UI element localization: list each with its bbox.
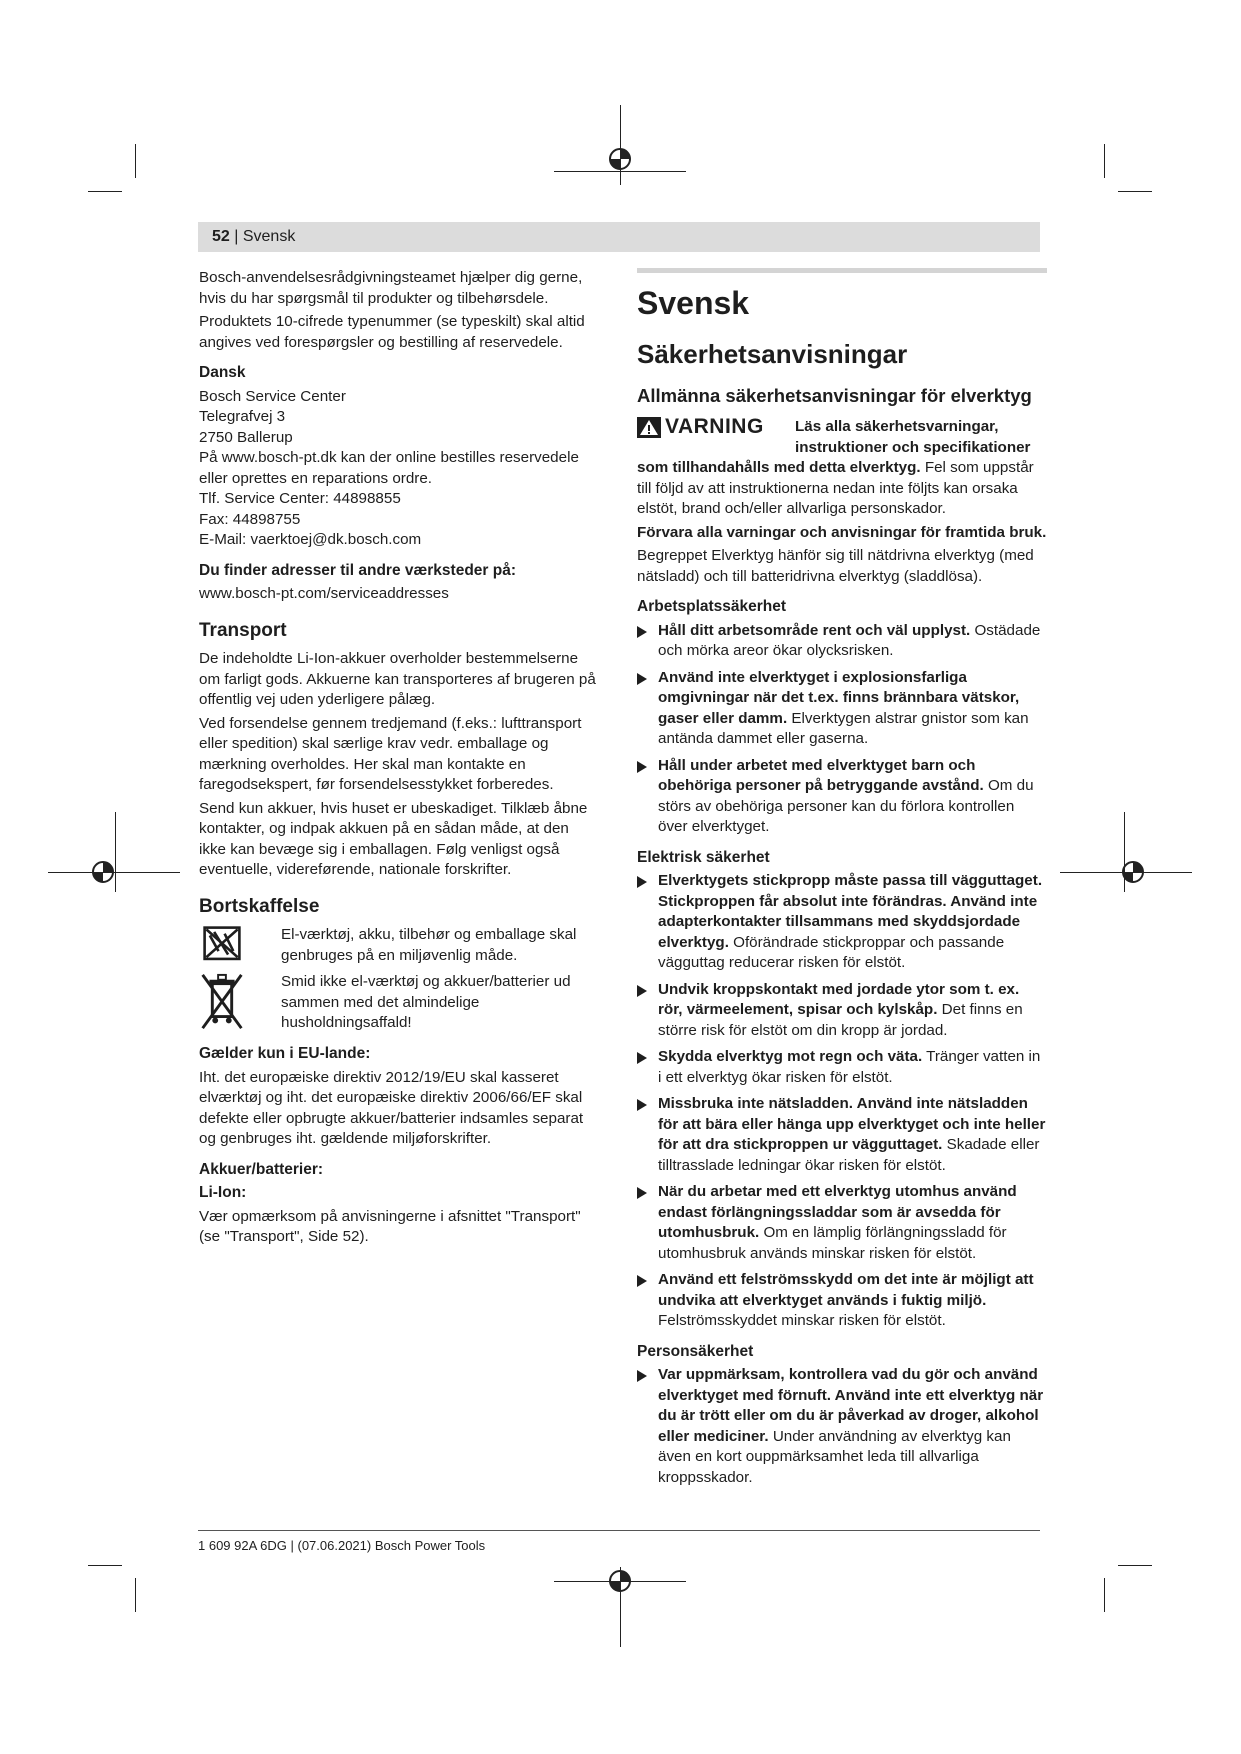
item-bold: Använd inte elverktyget i explosionsfarliga omgivningar när det t.ex. finns brännbara vätskor, gaser eller damm. xyxy=(658,668,1020,727)
disposal-text: El-værktøj, akku, tilbehør og emballage skal genbruges på en miljøvenlig måde. xyxy=(281,926,577,964)
batteries-heading: Akkuer/batterier: xyxy=(199,1160,324,1178)
list-item xyxy=(637,980,1047,1042)
addresses-url: www.bosch-pt.com/serviceaddresses xyxy=(199,585,449,602)
item-bold: Håll under arbetet med elverktyget barn och obehöriga personer på betryggande avstånd. xyxy=(658,756,984,794)
item-text: Skadade eller tilltrasslade ledningar ökar risken för elstöt. xyxy=(658,1136,1040,1174)
address-line: På www.bosch-pt.dk kan der online bestilles reservedele eller oprettes en reparations ordre. xyxy=(199,449,579,487)
registration-target-icon xyxy=(608,147,632,171)
transport-paragraph: Send kun akkuer, hvis huset er ubeskadiget. Tilklæb åbne kontakter, og indpak akkuen på en sådan måde, at den ikke kan bevæge sig i emballagen. Følg venligst også eventuelle, videreførende, nationale forskrifter. xyxy=(199,799,588,878)
page-number-label xyxy=(212,228,295,246)
item-text: Oförändrade stickproppar och passande vägguttag reducerar risken för elstöt. xyxy=(658,933,1005,971)
item-bold: Missbruka inte nätsladden. Använd inte nätsladden för att bära eller hänga upp elverktyget och inte heller för att dra stickproppen ur vägguttaget. xyxy=(658,1095,1046,1153)
fax-line: Fax: 44898755 xyxy=(199,510,301,528)
phone-line: Tlf. Service Center: 44898855 xyxy=(199,490,401,507)
warning-bold-text: som tillhandahålls med detta elverktyg. xyxy=(637,459,921,476)
transport-heading: Transport xyxy=(199,619,287,641)
disposal-item xyxy=(199,972,599,1034)
addresses-heading: Du finder adresser til andre værksteder på: xyxy=(199,561,517,579)
item-text: Felströmsskyddet minskar risken för elstöt. xyxy=(658,1312,946,1329)
disposal-item xyxy=(199,925,599,966)
page-number: 52 xyxy=(212,228,230,245)
list-item xyxy=(637,621,1047,662)
subsection-title: Allmänna säkerhetsanvisningar för elverktyg xyxy=(637,385,1032,406)
list-item xyxy=(637,756,1047,838)
item-text: Under användning av elverktyg kan även en kort ouppmärksamhet leda till allvarliga kroppsskador. xyxy=(658,1427,1011,1486)
footer-text: 1 609 92A 6DG | (07.06.2021) Bosch Power Tools xyxy=(198,1538,486,1553)
term-paragraph: Begreppet Elverktyg hänför sig till nätdrivna elverktyg (med nätsladd) och till batteridrivna elverktyg (sladdlösa). xyxy=(637,547,1034,585)
item-text: Elverktygen alstrar gnistor som kan antända dammet eller gaserna. xyxy=(658,709,1029,747)
disposal-text: Smid ikke el-værktøj og akkuer/batterier ud sammen med det almindelige husholdningsaffald! xyxy=(281,973,571,1031)
warning-block xyxy=(637,417,1047,458)
item-text: Tränger vatten in i ett elverktyg ökar risken för elstöt. xyxy=(658,1048,1041,1086)
section-rule xyxy=(637,268,1047,273)
warning-label xyxy=(637,417,793,438)
section-title: Säkerhetsanvisningar xyxy=(637,339,908,369)
work-safety-list xyxy=(637,621,1047,838)
disposal-heading: Bortskaffelse xyxy=(199,895,320,917)
email-line: E-Mail: vaerktoej@dk.bosch.com xyxy=(199,531,422,548)
warning-word: VARNING xyxy=(665,415,764,439)
warning-paragraph xyxy=(637,458,1047,520)
intro-paragraph: Bosch-anvendelsesrådgivningsteamet hjælper dig gerne, hvis du har spørgsmål til produkter og tilbehørsdele. xyxy=(199,269,583,307)
item-bold: Håll ditt arbetsområde rent och väl upplyst. xyxy=(658,621,971,639)
item-text: Om en lämplig förlängningssladd för utomhusbruk används minskar risken för elstöt. xyxy=(658,1224,1007,1262)
work-safety-heading: Arbetsplatssäkerhet xyxy=(637,598,787,615)
address-line: Telegrafvej 3 xyxy=(199,408,286,425)
page-header xyxy=(198,222,1040,252)
footer-rule xyxy=(198,1530,1040,1531)
liion-paragraph: Vær opmærksom på anvisningerne i afsnittet "Transport" (se "Transport", Side 52). xyxy=(199,1207,581,1245)
crossed-bin-icon xyxy=(199,972,245,1034)
electric-safety-list xyxy=(637,871,1047,1332)
transport-paragraph: Ved forsendelse gennem tredjemand (f.eks.: lufttransport eller spedition) skal særlige krav vedr. emballage og mærkning overholdes. Her skal man kontakte en faregodsekspert, før forsendelsesstykket forberedes. xyxy=(199,714,582,793)
item-bold: Elverktygets stickpropp måste passa till vägguttaget. Stickproppen får absolut inte förändras. Använd inte adapterkontakter tillsammans med skyddsjordade elverktyg. xyxy=(658,872,1043,951)
registration-target-icon xyxy=(608,1569,632,1593)
eu-heading: Gælder kun i EU-lande: xyxy=(199,1045,371,1062)
warning-icon xyxy=(637,417,661,438)
personal-safety-heading: Personsäkerhet xyxy=(637,1342,754,1360)
right-column xyxy=(637,268,1047,1494)
header-section-label: Svensk xyxy=(242,228,296,245)
item-bold: Skydda elverktyg mot regn och väta. xyxy=(658,1048,923,1065)
list-item xyxy=(637,1270,1047,1332)
electric-safety-heading: Elektrisk säkerhet xyxy=(637,848,770,866)
item-text: Ostädade och mörka areor ökar olycksrisken. xyxy=(658,621,1041,659)
transport-paragraph: De indeholdte Li-Ion-akkuer overholder bestemmelserne om farligt gods. Akkuerne kan transporteres af brugeren på offentlig vej uden yderligere pålæg. xyxy=(199,650,596,708)
list-item xyxy=(637,1182,1047,1264)
item-bold: Använd ett felströmsskydd om det inte är möjligt att undvika att elverktyget används i fuktig miljö. xyxy=(658,1271,1034,1309)
personal-safety-list xyxy=(637,1365,1047,1488)
dansk-heading: Dansk xyxy=(199,364,246,381)
recycle-packaging-icon xyxy=(199,925,245,965)
header-separator: | xyxy=(229,228,243,245)
list-item xyxy=(637,871,1047,974)
item-bold: Undvik kroppskontakt med jordade ytor som t. ex. rör, värmeelement, spisar och kylskåp. xyxy=(658,980,1020,1018)
warning-bold-text: Läs alla säkerhetsvarningar, instruktioner och specifikationer xyxy=(795,418,1031,456)
item-text: Om du störs av obehöriga personer kan du förlora kontrollen över elverktyget. xyxy=(658,777,1034,835)
registration-target-icon xyxy=(91,860,115,884)
left-column xyxy=(199,268,599,1251)
item-bold: Var uppmärksam, kontrollera vad du gör och använd elverktyget med förnuft. Använd inte ett elverktyg när du är trött eller om du är påverkad av droger, alkohol eller mediciner. xyxy=(658,1366,1044,1445)
keep-instructions xyxy=(637,523,1047,544)
address-line: Bosch Service Center xyxy=(199,387,346,405)
warning-text: Fel som uppstår till följd av att instruktionerna nedan inte följts kan orsaka elstöt, brand och/eller allvarliga personskador. xyxy=(637,459,1034,517)
language-title: Svensk xyxy=(637,285,750,321)
list-item xyxy=(637,668,1047,750)
item-text: Det finns en större risk för elstöt om din kropp är jordad. xyxy=(658,1001,1023,1039)
list-item xyxy=(637,1365,1047,1488)
registration-target-icon xyxy=(1121,860,1145,884)
eu-paragraph: Iht. det europæiske direktiv 2012/19/EU skal kasseret elværktøj og iht. det europæiske direktiv 2006/66/EF skal defekte eller opbrugte akkuer/batterier indsamles separat og genbruges iht. gældende miljøforskrifter. xyxy=(199,1068,584,1147)
address-line: 2750 Ballerup xyxy=(199,428,293,446)
liion-heading: Li-Ion: xyxy=(199,1184,247,1201)
list-item xyxy=(637,1094,1047,1176)
list-item xyxy=(637,1047,1047,1088)
item-bold: När du arbetar med ett elverktyg utomhus använd endast förlängningssladdar som är avsedda för utomhusbruk. xyxy=(658,1183,1017,1241)
keep-instructions-bold: Förvara alla varningar och anvisningar för framtida bruk. xyxy=(637,523,1047,541)
intro-paragraph: Produktets 10-cifrede typenummer (se typeskilt) skal altid angives ved forespørgsler og bestilling af reservedele. xyxy=(199,313,585,351)
